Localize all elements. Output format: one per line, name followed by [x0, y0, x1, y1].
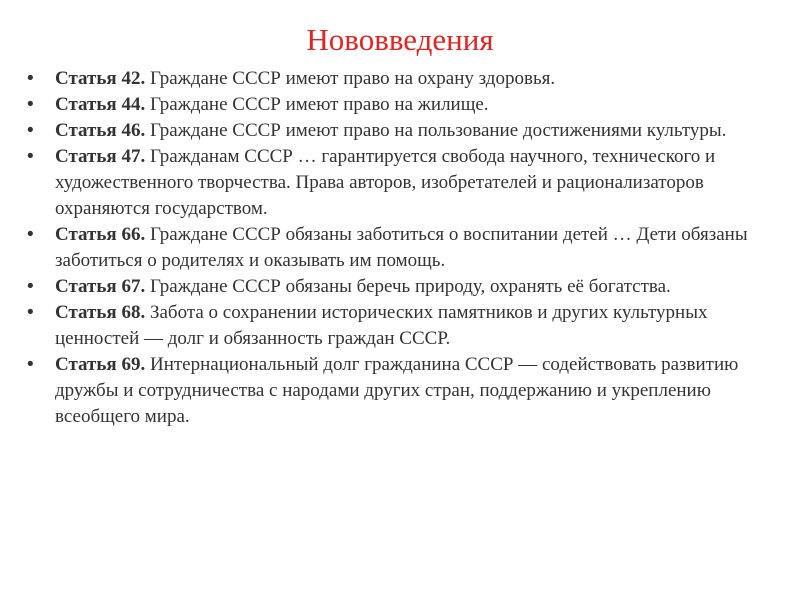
bullet-icon: •: [27, 68, 34, 89]
bullet-icon: •: [27, 224, 34, 245]
article-label: Статья 42.: [55, 68, 146, 89]
list-item-article-69: [27, 352, 785, 430]
article-label: Статья 44.: [55, 94, 146, 115]
article-text: Забота о сохранении исторических памятников и других культурных ценностей — долг и обязанность граждан СССР.: [55, 302, 708, 349]
list-item-article-46: [27, 118, 785, 144]
article-text: Граждане СССР обязаны заботиться о воспитании детей … Дети обязаны заботиться о родителях и оказывать им помощь.: [55, 224, 748, 271]
bullet-icon: •: [27, 146, 34, 167]
list-item-article-68: [27, 300, 785, 352]
article-text: Гражданам СССР … гарантируется свобода научного, технического и художественного творчества. Права авторов, изобретателей и рационализаторов охраняются государством.: [55, 146, 716, 219]
list-item-article-47: [27, 144, 785, 222]
bullet-icon: •: [27, 120, 34, 141]
list-item-article-42: [27, 66, 785, 92]
article-label: Статья 68.: [55, 302, 146, 323]
article-text: Граждане СССР обязаны беречь природу, охранять её богатства.: [145, 276, 671, 297]
article-label: Статья 67.: [55, 276, 146, 297]
article-label: Статья 66.: [55, 224, 146, 245]
bullet-icon: •: [27, 94, 34, 115]
article-text: Граждане СССР имеют право на пользование достижениями культуры.: [145, 120, 727, 141]
slide-title: Нововведения: [306, 22, 494, 57]
bullet-icon: •: [27, 302, 34, 323]
list-item-article-66: [27, 222, 785, 274]
list-item-article-44: [27, 92, 785, 118]
article-text: Граждане СССР имеют право на охрану здоровья.: [145, 68, 556, 89]
article-label: Статья 69.: [55, 354, 146, 375]
article-label: Статья 47.: [55, 146, 146, 167]
bullet-icon: •: [27, 276, 34, 297]
list-item-article-67: [27, 274, 785, 300]
article-text: Интернациональный долг гражданина СССР — содействовать развитию дружбы и сотрудничества с народами других стран, поддержанию и укреплению всеобщего мира.: [55, 354, 739, 427]
article-label: Статья 46.: [55, 120, 146, 141]
articles-list: [27, 66, 785, 430]
article-text: Граждане СССР имеют право на жилище.: [145, 94, 489, 115]
bullet-icon: •: [27, 354, 34, 375]
